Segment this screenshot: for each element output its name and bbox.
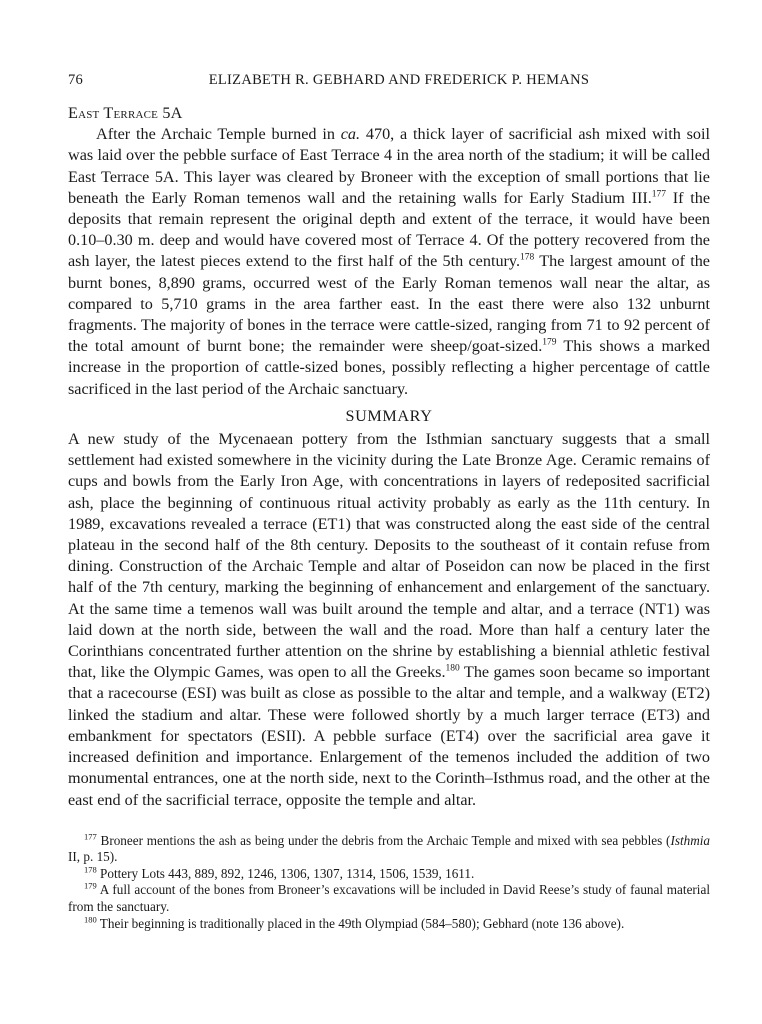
text-run: 470, a thick layer of sacrificial ash mixed with soil was laid over the pebble surface of East Terrace 4 in the area north of the stadium; it will be called East Terrace 5A. This layer was cleared by Broneer with the exception of small portions that lie beneath the Early Roman temenos wall and the retaining walls for Early Stadium III. xyxy=(68,125,711,207)
footnote-text: II, p. 15). xyxy=(68,849,118,865)
running-head-authors: ELIZABETH R. GEBHARD AND FREDERICK P. HEMANS xyxy=(208,72,590,88)
main-text xyxy=(68,103,710,811)
footnote-ref-177[interactable]: 177 xyxy=(651,189,667,200)
section-title-summary: SUMMARY xyxy=(345,406,433,425)
text-run: If the deposits that remain represent the original depth and extent of the terrace, it would have been 0.10–0.30 m. deep and would have covered most of Terrace 4. Of the pottery recovered from the ash layer, the latest pieces extend to the first half of the 5th century. xyxy=(68,188,711,271)
footnote-text: Pottery Lots 443, 889, 892, 1246, 1306, 1307, 1314, 1506, 1539, 1611. xyxy=(96,865,475,881)
text-run: This shows a marked increase in the proportion of cattle-sized bones, possibly reflecting a higher percentage of cattle sacrificed in the last period of the Archaic sanctuary. xyxy=(68,337,710,398)
paragraph-summary xyxy=(68,429,710,811)
footnote-ref-180[interactable]: 180 xyxy=(445,663,460,674)
footnote-ref-179[interactable]: 179 xyxy=(542,337,557,348)
text-run: The largest amount of the burnt bones, 8,890 grams, occurred west of the Early Roman temenos wall near the altar, as compared to 5,710 grams in the area farther east. In the east there were also 132 unburnt fragments. The majority of bones in the terrace were cattle-sized, ranging from 71 to 92 percent of the total amount of burnt bone; the remainder were sheep/goat-sized. xyxy=(68,252,710,356)
footnote-ref-178[interactable]: 178 xyxy=(520,253,535,264)
footnote-178 xyxy=(68,866,710,883)
footnote-179 xyxy=(68,882,710,915)
page-number: 76 xyxy=(68,72,84,88)
footnote-text: A full account of the bones from Broneer’s excavations will be included in David Reese’s study of faunal material from the sanctuary. xyxy=(68,882,710,915)
paragraph-east-terrace xyxy=(68,124,710,400)
footnote-number: 178 xyxy=(84,864,97,875)
footnotes xyxy=(68,821,710,933)
section-heading-east-terrace: East Terrace 5A xyxy=(68,104,183,122)
footnote-number: 177 xyxy=(84,831,97,842)
text-run: After the Archaic Temple burned in xyxy=(96,125,341,144)
text-run: A new study of the Mycenaean pottery from the Isthmian sanctuary suggests that a small settlement had existed somewhere in the vicinity during the Late Bronze Age. Ceramic remains of cups and bowls from the Early Iron Age, with concentrations in layers of redeposited sacrificial ash, place the beginning of continuous ritual activity probably as early as the 11th century. In 1989, excavations revealed a terrace (ET1) that was constructed along the east side of the central plateau in the second half of the 8th century. Deposits to the southeast of it contain refuse from dining. Construction of the Archaic Temple and altar of Poseidon can now be placed in the first half of the 7th century, marking the beginning of enhancement and enlargement of the sanctuary. At the same time a temenos wall was built around the temple and altar, and a terrace (NT1) was laid down at the north side, between the wall and the road. More than half a century later the Corinthians concentrated further attention on the shrine by establishing a biennial athletic festival that, like the Olympic Games, was open to all the Greeks. xyxy=(68,430,710,682)
footnote-number: 179 xyxy=(84,881,97,892)
page xyxy=(68,72,710,932)
footnote-180 xyxy=(68,916,710,933)
footnote-177 xyxy=(68,833,710,866)
italic-text: ca. xyxy=(340,125,361,144)
footnote-text: Broneer mentions the ash as being under the debris from the Archaic Temple and mixed with sea pebbles ( xyxy=(96,832,671,848)
italic-text: Isthmia xyxy=(670,832,710,848)
footnote-number: 180 xyxy=(84,914,97,925)
footnote-text: Their beginning is traditionally placed in the 49th Olympiad (584–580); Gebhard (note 136 above). xyxy=(96,915,625,931)
text-run: The games soon became so important that a racecourse (ESI) was built as close as possible to the altar and temple, and a walkway (ET2) linked the stadium and altar. These were followed shortly by a much larger terrace (ET3) and embankment for spectators (ESII). A pebble surface (ET4) over the sacrificial area gave it increased definition and importance. Enlargement of the temenos included the addition of two monumental entrances, one at the north side, next to the Corinth–Isthmus road, and the other at the east end of the sacrificial terrace, opposite the temple and altar. xyxy=(68,663,711,809)
running-head xyxy=(68,72,710,94)
